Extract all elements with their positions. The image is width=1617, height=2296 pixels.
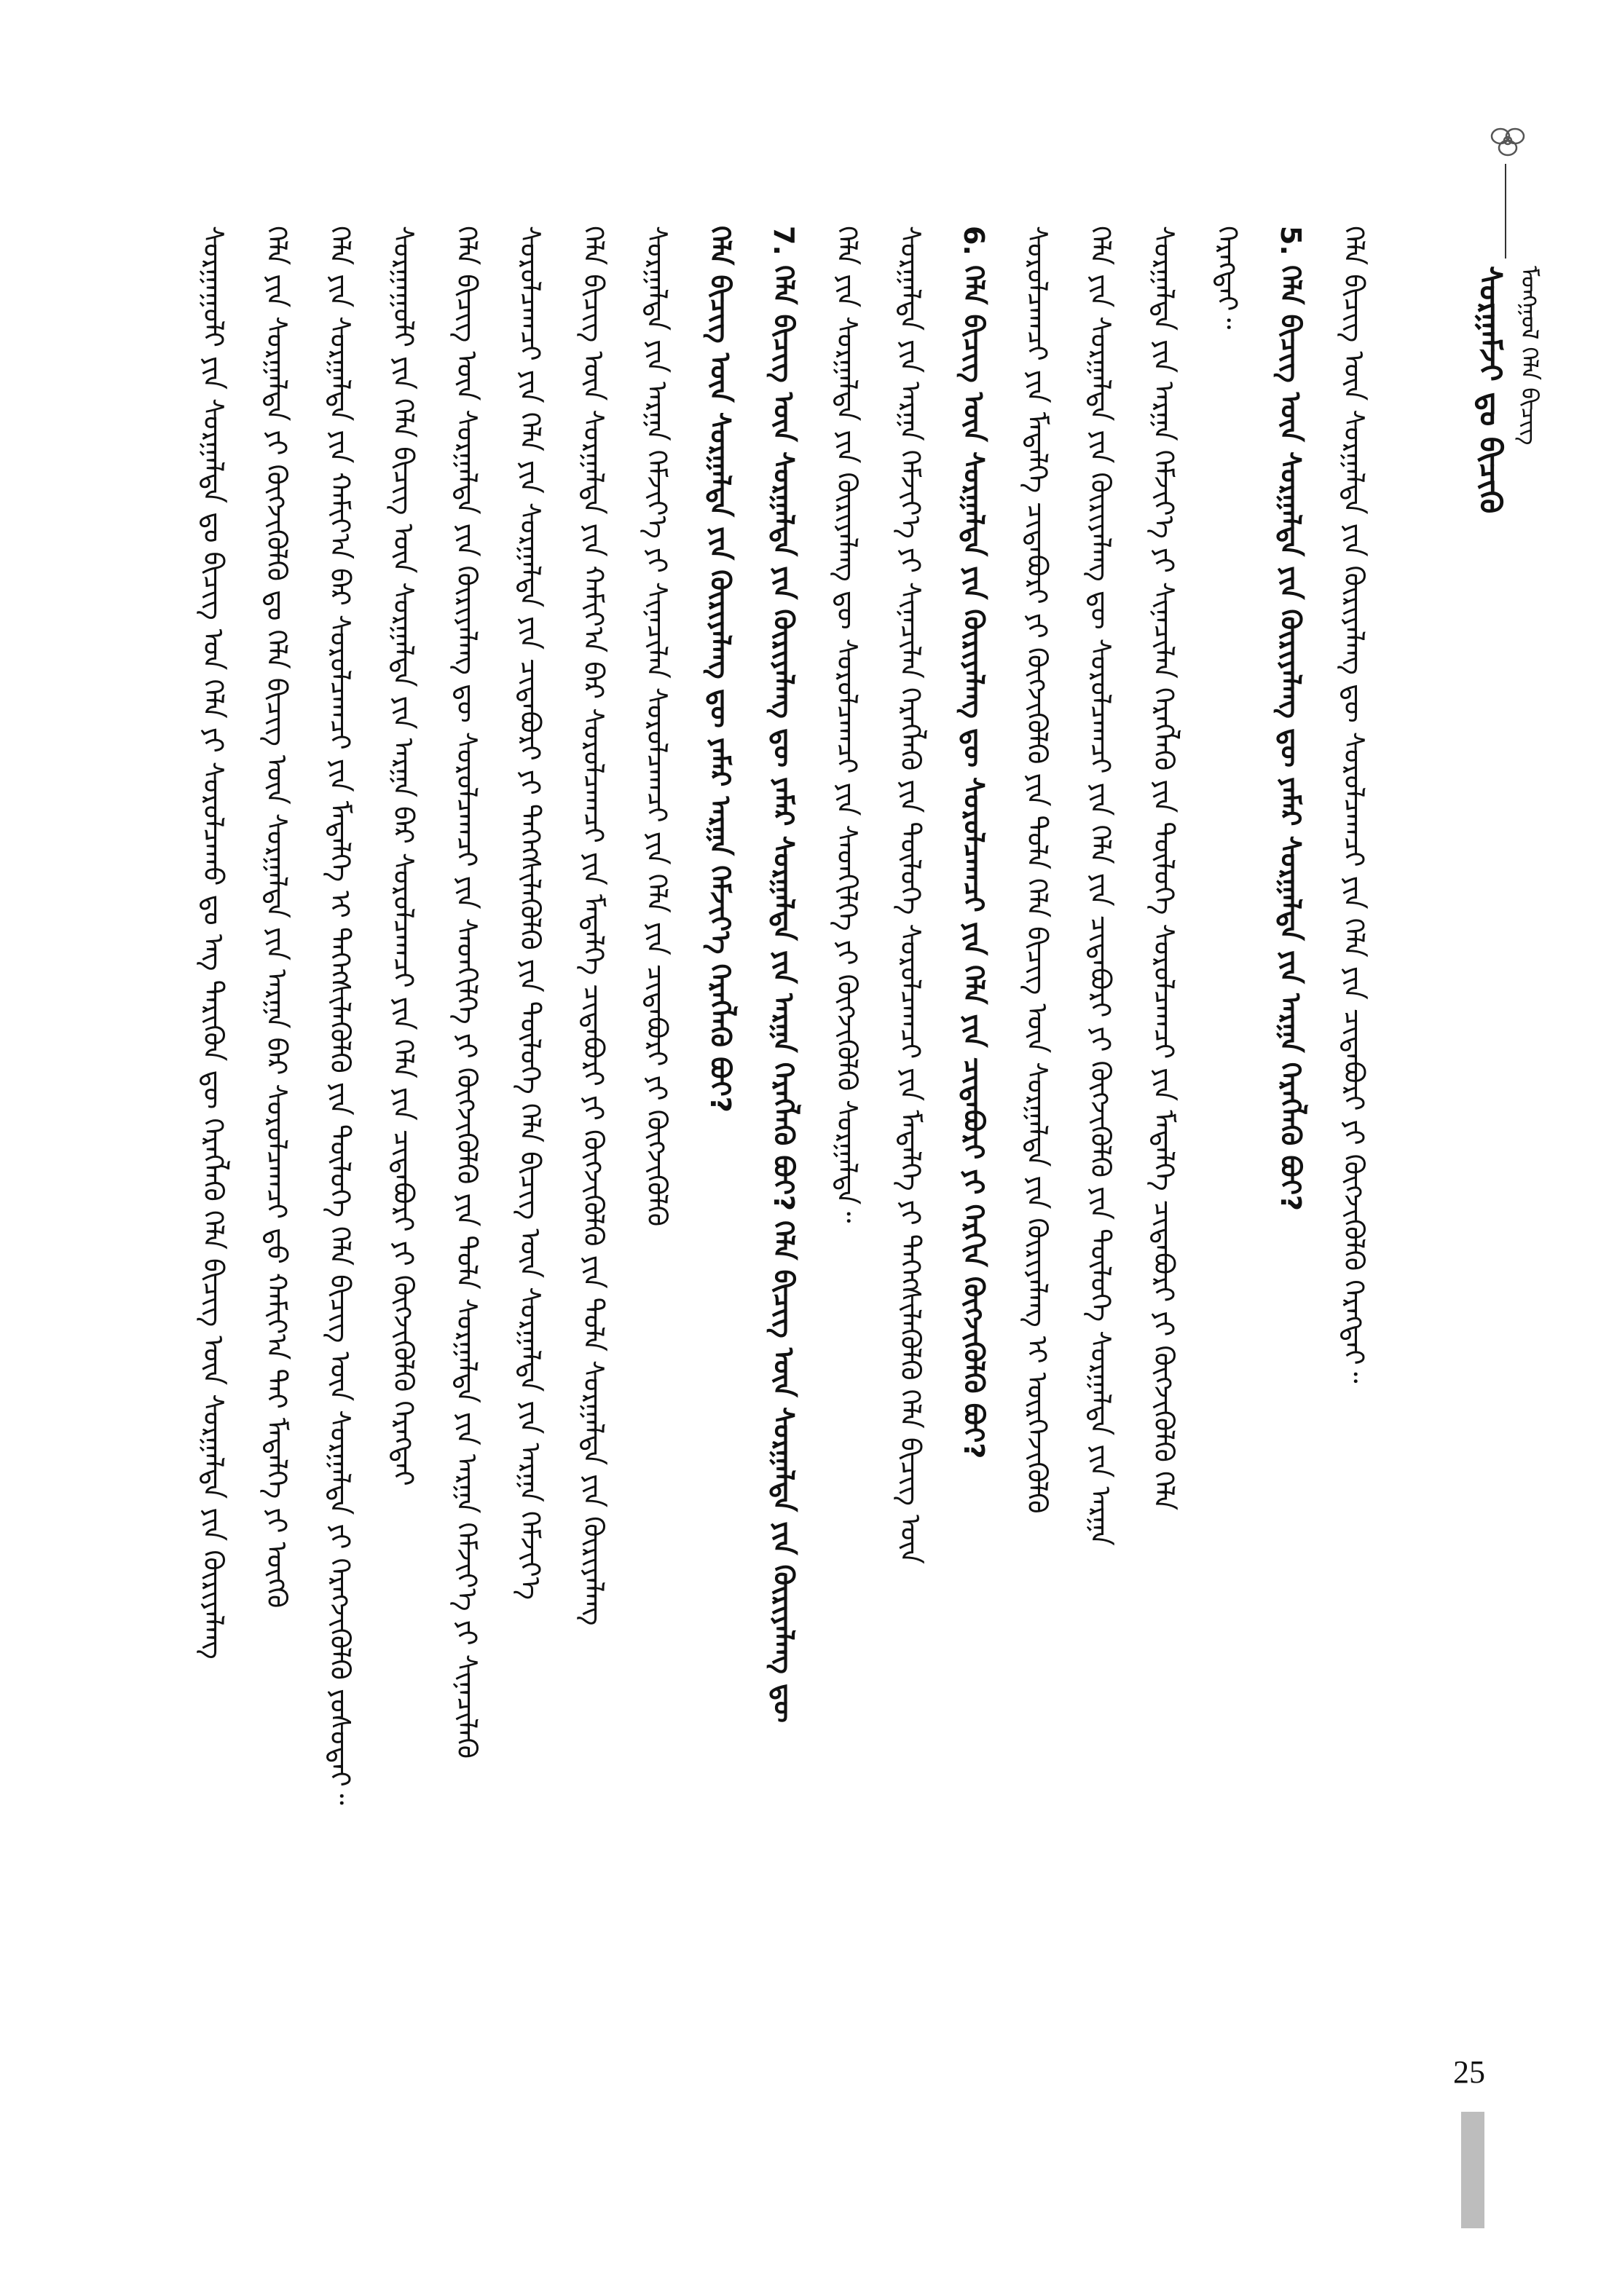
header-divider bbox=[1505, 164, 1506, 259]
text-column: ᠬᠡᠯᠡ ᠪᠢᠴᠢᠭ ᠦᠨ ᠰᠤᠷᠭᠠᠯᠲᠠ ᠶᠢᠨ ᠬᠦᠷᠢᠶᠡᠯᠡᠩ ᠳᠦ ᠰᠤᠷᠤᠯᠴᠠᠭᠴᠢ ᠶᠢᠨ ᠬᠡᠯᠡ ᠶᠢᠨ ᠴᠢᠳᠠᠪᠤᠷᠢ ᠶᠢ ᠬᠥᠭᠵᠢᠭᠦᠯᠬᠦ ᠬᠡᠷᠡᠭᠲᠡᠢ᠃ bbox=[1338, 226, 1370, 1384]
decorative-knot-icon bbox=[1486, 120, 1530, 164]
text-column: ᠰᠤᠷᠤᠯᠴᠠᠭᠴᠢ ᠶᠢᠨ ᠬᠡᠯᠡ ᠶᠢᠨ ᠰᠤᠷᠭᠠᠯᠲᠠ ᠶᠢᠨ ᠴᠢᠳᠠᠪᠤᠷᠢ ᠶᠢ ᠳᠡᠭᠡᠭᠰᠢᠯᠡᠭᠦᠯᠬᠦ ᠶᠢᠨ ᠲᠥᠯᠥᠭᠡ ᠬᠡᠯᠡ ᠪᠢᠴᠢᠭ ᠦᠨ ᠰᠤᠷᠭᠠᠯᠲᠠ ᠶᠢᠨ ᠠᠷᠭᠠ ᠬᠡᠮᠵᠢᠶ᠎ᠡ bbox=[514, 226, 546, 1601]
text-column: ᠰᠤᠷᠭᠠᠯᠲᠠ ᠶᠢᠨ ᠠᠷᠭᠠ ᠬᠡᠮᠵᠢᠶ᠎ᠡ ᠶᠢ ᠰᠢᠨᠡᠴᠢᠯᠡᠨ ᠬᠡᠷᠡᠭᠯᠡᠬᠦ ᠶᠢᠨ ᠲᠥᠯᠥᠭᠡ ᠰᠤᠷᠤᠯᠴᠠᠭᠴᠢ ᠶᠢᠨ ᠮᠡᠳᠡᠯᠭᠡ ᠶᠢ ᠳᠡᠭᠡᠭᠰᠢᠯᠡᠭᠦᠯᠬᠦ ᠬᠡᠯᠡ ᠪᠢᠴᠢᠭ ᠦᠨ bbox=[894, 226, 926, 1564]
text-column: ᠰᠤᠷᠭᠠᠭᠤᠯᠢ ᠶᠢᠨ ᠰᠤᠷᠭᠠᠯᠲᠠ ᠳᠤ ᠪᠢᠴᠢᠭ ᠤᠨ ᠬᠡᠯᠡ ᠶᠢ ᠰᠤᠷᠤᠯᠴᠠᠬᠤ ᠳᠤ ᠡᠩ ᠲᠡᠷᠢᠭᠦᠨ ᠳᠦ ᠬᠡᠷᠡᠭᠯᠡᠬᠦ ᠬᠡᠯᠡ ᠪᠢᠴᠢᠭ ᠦᠨ ᠰᠤᠷᠭᠠᠯᠲᠠ ᠶᠢᠨ ᠬᠦᠷᠢᠶᠡᠯᠡᠩ bbox=[197, 226, 229, 1660]
text-column: 7. ᠬᠡᠯᠡ ᠪᠢᠴᠢᠭ ᠦᠨ ᠰᠤᠷᠭᠠᠯᠲᠠ ᠶᠢᠨ ᠬᠦᠷᠢᠶᠡᠯᠡᠩ ᠳᠦ ᠶᠠᠮᠠᠷ ᠰᠤᠷᠭᠠᠯᠲᠠ ᠶᠢᠨ ᠠᠷᠭᠠ ᠬᠡᠷᠡᠭᠯᠡᠬᠦ ᠪᠤᠢ? ᠬᠡᠯᠡ ᠪᠢᠴᠢᠭ ᠦᠨ ᠰᠤᠷᠭᠠᠯᠲᠠ ᠶᠢᠨ ᠬᠦᠷᠢᠶᠡᠯᠡᠩ ᠳᠦ bbox=[768, 226, 800, 1723]
text-column: ᠬᠡᠯᠡ ᠪᠢᠴᠢᠭ ᠦᠨ ᠰᠤᠷᠭᠠᠯᠲᠠ ᠶᠢᠨ ᠬᠦᠷᠢᠶᠡᠯᠡᠩ ᠳᠦ ᠶᠠᠮᠠᠷ ᠠᠷᠭᠠ ᠬᠡᠮᠵᠢᠶ᠎ᠡ ᠬᠡᠷᠡᠭᠯᠡᠬᠦ ᠪᠤᠢ? bbox=[704, 226, 736, 1113]
text-column: ᠬᠡᠯᠡ ᠶᠢᠨ ᠰᠤᠷᠭᠠᠯᠲᠠ ᠶᠢᠨ ᠬᠦᠷᠢᠶᠡᠯᠡᠩ ᠳᠦ ᠰᠤᠷᠤᠯᠴᠠᠭᠴᠢ ᠶᠢᠨ ᠰᠡᠳᠬᠢᠯᠭᠡ ᠶᠢ ᠬᠥᠭᠵᠢᠭᠦᠯᠬᠦ ᠰᠤᠷᠭᠠᠯᠲᠠ᠃ bbox=[831, 226, 863, 1223]
page-edge-marker bbox=[1461, 2112, 1484, 2228]
text-column: ᠬᠡᠯᠡ ᠶᠢᠨ ᠰᠤᠷᠭᠠᠯᠲᠠ ᠶᠢᠨ ᠬᠦᠷᠢᠶᠡᠯᠡᠩ ᠳᠦ ᠰᠤᠷᠤᠯᠴᠠᠭᠴᠢ ᠶᠢᠨ ᠬᠡᠯᠡ ᠶᠢᠨ ᠴᠢᠳᠠᠪᠤᠷᠢ ᠶᠢ ᠬᠥᠭᠵᠢᠭᠦᠯᠬᠦ ᠶᠢᠨ ᠲᠥᠯᠥᠭᠡ ᠰᠤᠷᠭᠠᠯᠲᠠ ᠶᠢᠨ ᠠᠷᠭᠠ bbox=[1085, 226, 1117, 1546]
running-header-title: ᠰᠤᠷᠭᠠᠮᠵᠢ ᠳᠤ ᠪᠢᠴᠢᠬᠦ bbox=[1473, 266, 1508, 514]
text-column: ᠰᠤᠷᠭᠠᠯᠲᠠ ᠶᠢᠨ ᠠᠷᠭᠠ ᠬᠡᠮᠵᠢᠶ᠎ᠡ ᠶᠢ ᠰᠢᠨᠡᠴᠢᠯᠡᠨ ᠬᠡᠷᠡᠭᠯᠡᠬᠦ ᠶᠢᠨ ᠲᠥᠯᠥᠭᠡ ᠰᠤᠷᠤᠯᠴᠠᠭᠴᠢ ᠶᠢᠨ ᠮᠡᠳᠡᠯᠭᠡ ᠴᠢᠳᠠᠪᠤᠷᠢ ᠶᠢ ᠬᠥᠭᠵᠢᠭᠦᠯᠬᠦ ᠬᠡᠯᠡ bbox=[1148, 226, 1180, 1511]
text-column: ᠬᠡᠯᠡ ᠪᠢᠴᠢᠭ ᠦᠨ ᠰᠤᠷᠭᠠᠯᠲᠠ ᠶᠢᠨ ᠬᠠᠮᠢᠶ᠎ᠠ ᠪᠠᠷ ᠰᠤᠷᠤᠯᠴᠠᠭᠴᠢ ᠶᠢᠨ ᠮᠡᠳᠡᠯᠭᠡ ᠴᠢᠳᠠᠪᠤᠷᠢ ᠶᠢ ᠬᠥᠭᠵᠢᠭᠦᠯᠬᠦ ᠶᠢᠨ ᠲᠤᠯᠠ ᠰᠤᠷᠭᠠᠯᠲᠠ ᠶᠢᠨ ᠬᠦᠷᠢᠶᠡᠯᠡᠩ bbox=[578, 226, 610, 1626]
text-column: ᠰᠤᠷᠤᠯᠴᠠᠭᠴᠢ ᠶᠢᠨ ᠮᠡᠳᠡᠯᠭᠡ ᠴᠢᠳᠠᠪᠤᠷᠢ ᠶᠢ ᠬᠥᠭᠵᠢᠭᠦᠯᠬᠦ ᠶᠢᠨ ᠲᠤᠯᠠ ᠬᠡᠯᠡ ᠪᠢᠴᠢᠭ ᠦᠨ ᠰᠤᠷᠭᠠᠯᠲᠠ ᠶᠢᠨ ᠬᠦᠷᠢᠶᠡᠯᠡᠩ ᠢ ᠥᠷᠭᠡᠵᠢᠭᠦᠯᠬᠦ bbox=[1021, 226, 1053, 1514]
text-column: ᠬᠡᠷᠡᠭᠲᠡᠢ᠃ bbox=[1211, 226, 1243, 330]
text-column: ᠰᠤᠷᠭᠠᠭᠤᠯᠢ ᠶᠢᠨ ᠬᠡᠯᠡ ᠪᠢᠴᠢᠭ ᠦᠨ ᠰᠤᠷᠭᠠᠯᠲᠠ ᠶᠢᠨ ᠠᠷᠭᠠ ᠪᠠᠷ ᠰᠤᠷᠤᠯᠴᠠᠭᠴᠢ ᠶᠢᠨ ᠬᠡᠯᠡ ᠶᠢᠨ ᠴᠢᠳᠠᠪᠤᠷᠢ ᠶᠢ ᠬᠥᠭᠵᠢᠭᠦᠯᠬᠦ ᠬᠡᠷᠡᠭᠲᠡᠢ bbox=[387, 226, 420, 1486]
text-column: ᠬᠡᠯᠡ ᠪᠢᠴᠢᠭ ᠦᠨ ᠰᠤᠷᠭᠠᠯᠲᠠ ᠶᠢᠨ ᠬᠦᠷᠢᠶᠡᠯᠡᠩ ᠳᠦ ᠰᠤᠷᠤᠯᠴᠠᠭᠴᠢ ᠶᠢᠨ ᠰᠡᠳᠬᠢᠯᠭᠡ ᠶᠢ ᠬᠥᠭᠵᠢᠭᠦᠯᠬᠦ ᠶᠢᠨ ᠲᠤᠯᠠ ᠰᠤᠷᠭᠠᠯᠲᠠ ᠶᠢᠨ ᠠᠷᠭᠠ ᠬᠡᠮᠵᠢᠶ᠎ᠡ ᠶᠢ ᠰᠢᠨᠡᠴᠢᠯᠡᠬᠦ bbox=[451, 226, 483, 1759]
text-column: ᠬᠡᠯᠡ ᠶᠢᠨ ᠰᠤᠷᠭᠠᠯᠲᠠ ᠶᠢᠨ ᠬᠠᠮᠢᠶ᠎ᠠ ᠪᠠᠷ ᠰᠤᠷᠤᠯᠴᠠᠭᠴᠢ ᠶᠢᠨ ᠮᠡᠳᠡᠯᠭᠡ ᠢ ᠳᠡᠭᠡᠭᠰᠢᠯᠡᠭᠦᠯᠬᠦ ᠶᠢᠨ ᠲᠥᠯᠥᠭᠡ ᠬᠡᠯᠡ ᠪᠢᠴᠢᠭ ᠦᠨ ᠰᠤᠷᠭᠠᠯᠲᠠ ᠶᠢ ᠬᠡᠷᠡᠭᠵᠢᠭᠦᠯᠬᠦ ᠶᠤᠰᠤᠲᠠᠢ᠃ bbox=[324, 226, 356, 1805]
text-column: ᠰᠤᠷᠭᠠᠯᠲᠠ ᠶᠢᠨ ᠠᠷᠭᠠ ᠬᠡᠮᠵᠢᠶ᠎ᠡ ᠶᠢ ᠰᠢᠨᠡᠴᠢᠯᠡᠨ ᠰᠤᠷᠤᠯᠴᠠᠭᠴᠢ ᠶᠢᠨ ᠬᠡᠯᠡ ᠶᠢᠨ ᠴᠢᠳᠠᠪᠤᠷᠢ ᠶᠢ ᠬᠥᠭᠵᠢᠭᠦᠯᠬᠦ bbox=[641, 226, 673, 1227]
running-header-subtitle: ᠮᠣᠩᠭᠣᠯ ᠬᠡᠯᠡ ᠪᠢᠴᠢᠭ bbox=[1516, 266, 1543, 446]
text-column: 5. ᠬᠡᠯᠡ ᠪᠢᠴᠢᠭ ᠦᠨ ᠰᠤᠷᠭᠠᠯᠲᠠ ᠶᠢᠨ ᠬᠦᠷᠢᠶᠡᠯᠡᠩ ᠳᠦ ᠶᠠᠮᠠᠷ ᠰᠤᠷᠭᠠᠯᠲᠠ ᠶᠢᠨ ᠠᠷᠭᠠ ᠬᠡᠷᠡᠭᠯᠡᠬᠦ ᠪᠤᠢ? bbox=[1275, 226, 1307, 1211]
text-column: ᠬᠡᠯᠡ ᠶᠢᠨ ᠰᠤᠷᠭᠠᠯᠲᠠ ᠶᠢ ᠬᠥᠭᠵᠢᠭᠦᠯᠬᠦ ᠳᠤ ᠬᠡᠯᠡ ᠪᠢᠴᠢᠭ ᠦᠨ ᠰᠤᠷᠭᠠᠯᠲᠠ ᠶᠢᠨ ᠠᠷᠭᠠ ᠪᠠᠷ ᠰᠤᠷᠤᠯᠴᠠᠭᠴᠢ ᠳ᠋ᠤ ᠬᠠᠮᠢᠶ᠎ᠠ ᠲᠠᠢ ᠮᠡᠳᠡᠯᠭᠡ ᠶᠢ ᠥᠭᠬᠦ bbox=[261, 226, 293, 1609]
page-number: 25 bbox=[1453, 2054, 1485, 2090]
text-column: 6. ᠬᠡᠯᠡ ᠪᠢᠴᠢᠭ ᠦᠨ ᠰᠤᠷᠭᠠᠯᠲᠠ ᠶᠢᠨ ᠬᠦᠷᠢᠶᠡᠯᠡᠩ ᠳᠦ ᠰᠤᠷᠤᠯᠴᠠᠭᠴᠢ ᠶᠢᠨ ᠬᠡᠯᠡ ᠶᠢᠨ ᠴᠢᠳᠠᠪᠤᠷᠢ ᠶᠢ ᠬᠡᠷᠬᠢᠨ ᠬᠥᠭᠵᠢᠭᠦᠯᠬᠦ ᠪᠤᠢ? bbox=[958, 226, 990, 1459]
